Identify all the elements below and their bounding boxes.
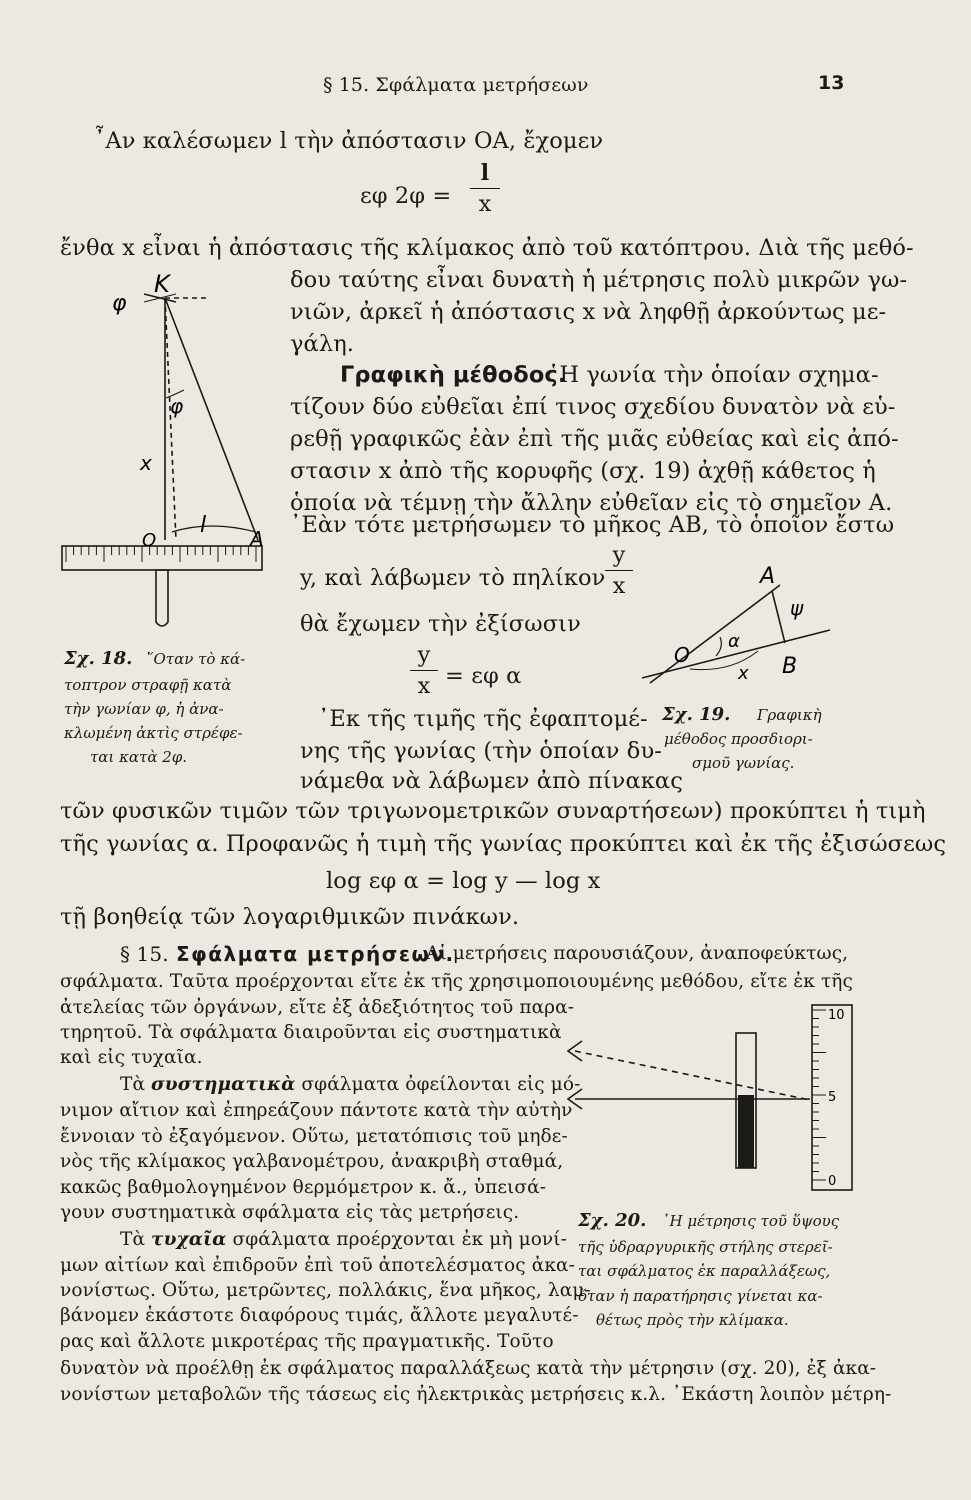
fraction-bar	[605, 570, 633, 571]
equation-rhs: = εφ α	[445, 663, 522, 689]
figure-19-caption-line: μέθοδος προσδιορι-	[664, 730, 813, 748]
figure-18-caption-line: τὴν γωνίαν φ, ἡ ἀνα-	[64, 700, 224, 718]
paragraph-line: δου ταύτης εἶναι δυνατὴ ἡ μέτρησις πολὺ μικρῶν γω-	[290, 267, 908, 293]
figure-18-caption-line: ῞Οταν τὸ κά-	[146, 650, 246, 668]
label-x: x	[738, 663, 749, 684]
paragraph-line: νάμεθα νὰ λάβωμεν ἀπὸ πίνακας	[300, 768, 683, 794]
paragraph-line: νονίστως. Οὕτω, μετρῶντες, πολλάκις, ἕνα μῆκος, λαμ-	[60, 1280, 591, 1301]
equation-fraction	[470, 160, 500, 217]
label-k: K	[154, 270, 170, 298]
emphasis-term: τυχαῖα	[151, 1229, 227, 1250]
page-number: 13	[818, 72, 845, 94]
reflected-ray	[165, 298, 258, 540]
fraction-denominator: x	[612, 573, 626, 599]
normal-line	[165, 298, 176, 540]
fraction-numerator: y	[612, 542, 626, 568]
paragraph-line: βάνομεν ἑκάστοτε διαφόρους τιμάς, ἄλλοτε μεγαλυτέ-	[60, 1305, 579, 1326]
figure-20-caption-line: ῾Η μέτρησις τοῦ ὕψους	[662, 1212, 840, 1230]
scale-label-10: 10	[828, 1008, 845, 1023]
paragraph-line: τῇ βοηθείᾳ τῶν λογαριθμικῶν πινάκων.	[60, 904, 520, 930]
inclined-line	[650, 585, 780, 683]
text-run: σφάλματα ὀφείλονται εἰς μό-	[301, 1074, 581, 1095]
paragraph-line: δυνατὸν νὰ προέλθῃ ἐκ σφάλματος παραλλάξεως κατὰ τὴν μέτρησιν (σχ. 20), ἐξ ἀκα-	[60, 1358, 877, 1379]
scale-bar	[62, 546, 262, 570]
figure-20-diagram	[560, 995, 860, 1200]
figure-20-label: Σχ. 20.	[578, 1210, 647, 1231]
fraction-denominator: x	[478, 191, 492, 217]
figure-20-caption-line: ὅταν ἡ παρατήρησις γίνεται κα-	[578, 1287, 823, 1305]
perpendicular-ab	[772, 591, 785, 643]
label-a: A	[250, 527, 264, 551]
figure-19-diagram	[640, 555, 840, 695]
paragraph-line: ὁποία νὰ τέμνῃ τὴν ἄλλην εὐθεῖαν εἰς τὸ σημεῖον Α.	[290, 490, 893, 516]
paragraph-line: ῾Η γωνία τὴν ὁποίαν σχημα-	[548, 362, 879, 388]
paragraph-line: νονίστων μεταβολῶν τῆς τάσεως εἰς ἠλεκτρικὰς μετρήσεις κ.λ. ᾿Εκάστη λοιπὸν μέτρη-	[60, 1384, 892, 1405]
label-alpha: α	[728, 631, 740, 652]
fraction-numerator: l	[480, 160, 490, 186]
figure-18-caption-line: κλωμένη ἀκτὶς στρέφε-	[64, 724, 243, 742]
fraction-bar	[410, 670, 438, 671]
label-o: O	[142, 530, 157, 551]
paragraph-line	[120, 1229, 567, 1250]
fraction-denominator: x	[417, 673, 431, 699]
quotient-fraction	[605, 542, 633, 599]
section-run-in-heading: Γραφικὴ μέθοδος.	[340, 362, 567, 388]
emphasis-term: συστηματικὰ	[151, 1074, 296, 1095]
scale-label-5: 5	[828, 1090, 837, 1105]
label-phi-top: φ	[112, 291, 127, 316]
paragraph-line: ρας καὶ ἄλλοτε μικροτέρας τῆς πραγματικῆς. Τοῦτο	[60, 1331, 554, 1352]
paragraph-line: ρεθῇ γραφικῶς ἐὰν ἐπὶ τῆς μιᾶς εὐθείας καὶ εἰς ἀπό-	[290, 426, 899, 452]
paragraph-line: νιμον αἴτιον καὶ ἐπηρεάζουν πάντοτε κατὰ τὴν αὐτὴν	[60, 1100, 573, 1121]
label-a: A	[760, 564, 776, 589]
paragraph-line: κακῶς βαθμολογημένον θερμόμετρον κ. ἄ., ὑπεισά-	[60, 1177, 547, 1198]
paragraph-line: ᾿Εκ τῆς τιμῆς τῆς ἐφαπτομέ-	[318, 706, 648, 732]
figure-19-caption-line: σμοῦ γωνίας.	[692, 754, 795, 772]
paragraph-line: τῶν φυσικῶν τιμῶν τῶν τριγωνομετρικῶν συναρτήσεων) προκύπτει ἡ τιμὴ	[60, 798, 926, 824]
paragraph-line: γάλη.	[290, 331, 355, 357]
mercury-column	[738, 1095, 754, 1168]
paragraph-line: στασιν x ἀπὸ τῆς κορυφῆς (σχ. 19) ἀχθῇ κάθετος ἡ	[290, 458, 876, 484]
paragraph-line: ἀτελείας τῶν ὀργάνων, εἴτε ἐξ ἀδεξιότητος τοῦ παρα-	[60, 997, 575, 1018]
figure-20-caption-line: ται σφάλματος ἐκ παραλλάξεως,	[578, 1262, 831, 1280]
paragraph-line: ᾿Εὰν τότε μετρήσωμεν τὸ μῆκος ΑΒ, τὸ ὁποῖον ἔστω	[290, 512, 895, 538]
label-l: l	[200, 513, 207, 538]
oblique-sightline	[575, 1051, 810, 1100]
label-o: O	[674, 643, 690, 667]
paragraph-line: νιῶν, ἀρκεῖ ἡ ἀπόστασις x νὰ ληφθῇ ἀρκούντως με-	[290, 299, 887, 325]
paragraph-line: τίζουν δύο εὐθεῖαι ἐπί τινος σχεδίου δυνατὸν νὰ εὑ-	[290, 394, 896, 420]
paragraph-line: ῏Αν καλέσωμεν l τὴν ἀπόστασιν ΟΑ, ἔχομεν	[94, 128, 604, 154]
paragraph-line: σφάλματα. Ταῦτα προέρχονται εἴτε ἐκ τῆς χρησιμοποιουμένης μεθόδου, εἴτε ἐκ τῆς	[60, 971, 853, 992]
lamp-housing	[156, 570, 168, 626]
figure-18-diagram	[60, 270, 290, 645]
figure-19-label: Σχ. 19.	[662, 704, 731, 725]
paragraph-line: ἔννοιαν τὸ ἐξαγόμενον. Οὕτω, μετατόπισις τοῦ μηδε-	[60, 1126, 568, 1147]
fraction-numerator: y	[417, 642, 431, 668]
paragraph-line: μων αἰτίων καὶ ἐπιδροῦν ἐπὶ τοῦ ἀποτελέσματος ἀκα-	[60, 1255, 575, 1276]
figure-18-caption-line: ται κατὰ 2φ.	[90, 748, 188, 766]
paragraph-line: ἔνθα x εἶναι ἡ ἀπόστασις τῆς κλίμακος ἀπὸ τοῦ κατόπτρου. Διὰ τῆς μεθό-	[60, 235, 914, 261]
paragraph-line: καὶ εἰς τυχαῖα.	[60, 1047, 203, 1068]
section-number: § 15.	[120, 942, 169, 966]
equation-log: log εφ α = log y — log x	[326, 868, 601, 894]
paragraph-line: Αἱ μετρήσεις παρουσιάζουν, ἀναποφεύκτως,	[426, 943, 849, 964]
paragraph-line: νὸς τῆς κλίμακος γαλβανομέτρου, ἀνακριβὴ σταθμά,	[60, 1151, 564, 1172]
paragraph-line: τῆς γωνίας α. Προφανῶς ἡ τιμὴ τῆς γωνίας προκύπτει καὶ ἐκ τῆς ἐξισώσεως	[60, 831, 947, 857]
figure-19-caption-line: Γραφικὴ	[757, 706, 822, 724]
paragraph-line: y, καὶ λάβωμεν τὸ πηλίκον	[300, 565, 606, 591]
text-run: Τὰ	[120, 1074, 146, 1095]
label-phi: φ	[170, 394, 184, 418]
figure-20-caption-line: θέτως πρὸς τὴν κλίμακα.	[596, 1311, 789, 1329]
paragraph-line: νης τῆς γωνίας (τὴν ὁποίαν δυ-	[300, 738, 662, 764]
figure-18-label: Σχ. 18.	[64, 648, 133, 669]
figure-20-caption-line: τῆς ὑδραργυρικῆς στήλης στερεῖ-	[578, 1238, 833, 1256]
l-bracket	[172, 526, 256, 532]
paragraph-line: γουν συστηματικὰ σφάλματα εἰς τὰς μετρήσεις.	[60, 1202, 520, 1223]
fraction-bar	[470, 188, 500, 189]
label-b: B	[782, 654, 798, 679]
scale-label-0: 0	[828, 1174, 837, 1189]
paragraph-line: θὰ ἔχωμεν τὴν ἐξίσωσιν	[300, 611, 581, 637]
section-heading: Σφάλματα μετρήσεων.	[176, 942, 455, 966]
equation-fraction	[410, 642, 438, 699]
equation-lhs: εφ 2φ =	[360, 183, 452, 209]
label-x: x	[140, 451, 152, 475]
label-psi: ψ	[790, 596, 804, 620]
paragraph-line: τηρητοῦ. Τὰ σφάλματα διαιροῦνται εἰς συστηματικὰ	[60, 1022, 562, 1043]
text-run: σφάλματα προέρχονται ἐκ μὴ μονί-	[232, 1229, 567, 1250]
paragraph-line	[120, 1074, 580, 1095]
text-run: Τὰ	[120, 1229, 146, 1250]
figure-18-caption-line: τοπτρον στραφῇ κατὰ	[64, 676, 232, 694]
alpha-arc	[716, 637, 721, 656]
running-title: § 15. Σφάλματα μετρήσεων	[323, 74, 589, 96]
